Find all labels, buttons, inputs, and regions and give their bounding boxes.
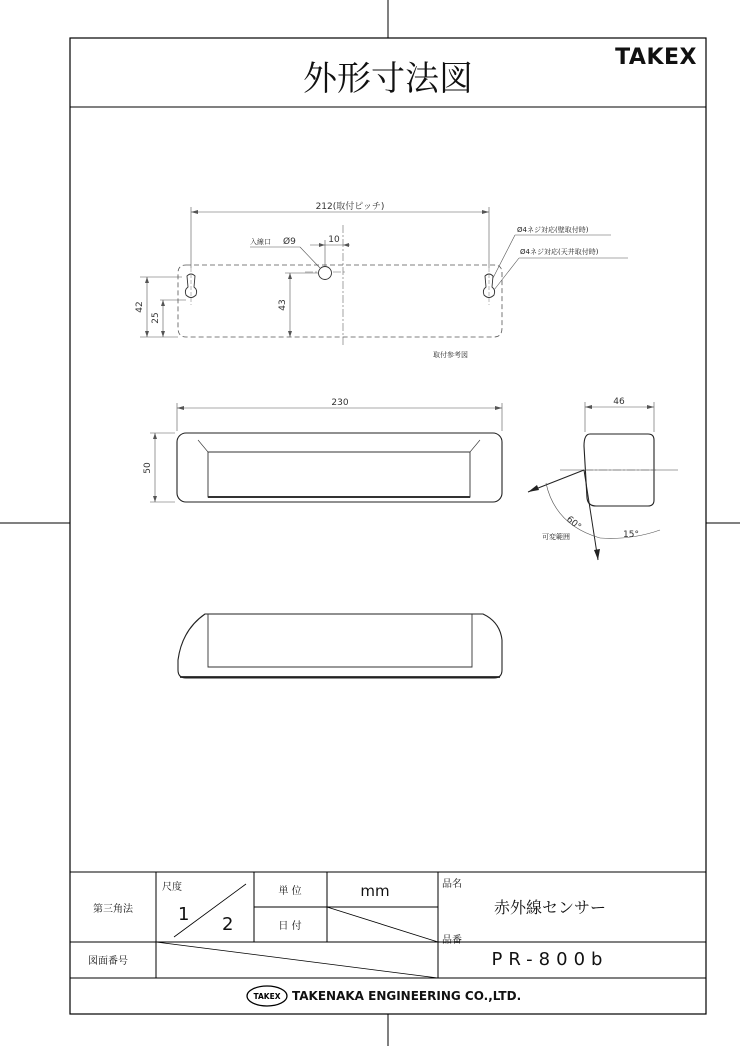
sheet-frame [70, 38, 706, 1014]
width-dimension: 230 [331, 398, 349, 408]
drawing-number-label: 図面番号 [88, 956, 128, 967]
side-view [528, 397, 678, 560]
date-label: 日 付 [278, 921, 302, 932]
scale-denominator: 2 [222, 914, 234, 935]
dim-43: 43 [278, 299, 288, 311]
screw-ceiling-label: Ø4ネジ対応(天井取付時) [520, 248, 599, 256]
angle-15: 15° [623, 530, 639, 540]
cable-entry-hole [319, 267, 332, 280]
dim-42: 42 [135, 301, 145, 313]
depth-dimension: 46 [613, 397, 625, 407]
angle-60: 60° [564, 514, 583, 533]
scale-numerator: 1 [178, 904, 190, 925]
svg-text:TAKEX: TAKEX [253, 992, 281, 1001]
range-note: 可変範囲 [542, 533, 570, 541]
entry-diameter: Ø9 [283, 237, 296, 247]
projection-method: 第三角法 [93, 904, 133, 915]
brand-logo: TAKEX [615, 45, 697, 70]
front-view [143, 398, 502, 502]
mounting-note: 取付参考図 [433, 351, 468, 359]
entry-label: 入線口 [250, 238, 271, 246]
company-name: TAKENAKA ENGINEERING CO.,LTD. [292, 989, 522, 1003]
bottom-view [178, 614, 502, 678]
bottom-body [178, 614, 502, 678]
screw-wall-label: Ø4ネジ対応(壁取付時) [517, 226, 589, 234]
height-dimension: 50 [143, 462, 153, 474]
keyhole-right [483, 268, 494, 305]
dim-25: 25 [151, 312, 161, 324]
drawing-title: 外形寸法図 [303, 59, 473, 99]
front-window [208, 452, 470, 497]
keyhole-left [185, 268, 196, 305]
scale-label: 尺度 [162, 882, 182, 893]
unit-value: mm [360, 882, 390, 900]
product-number: PR-800b [491, 949, 609, 970]
product-no-label: 品番 [442, 935, 462, 946]
product-name: 赤外線センサー [493, 898, 607, 917]
offset-dimension: 10 [328, 235, 340, 245]
unit-label: 単 位 [278, 886, 302, 897]
product-name-label: 品名 [442, 879, 462, 890]
mounting-outline [178, 265, 502, 337]
company-logo [247, 986, 287, 1006]
mounting-view [135, 200, 628, 359]
pitch-dimension: 212(取付ピッチ) [315, 202, 385, 212]
